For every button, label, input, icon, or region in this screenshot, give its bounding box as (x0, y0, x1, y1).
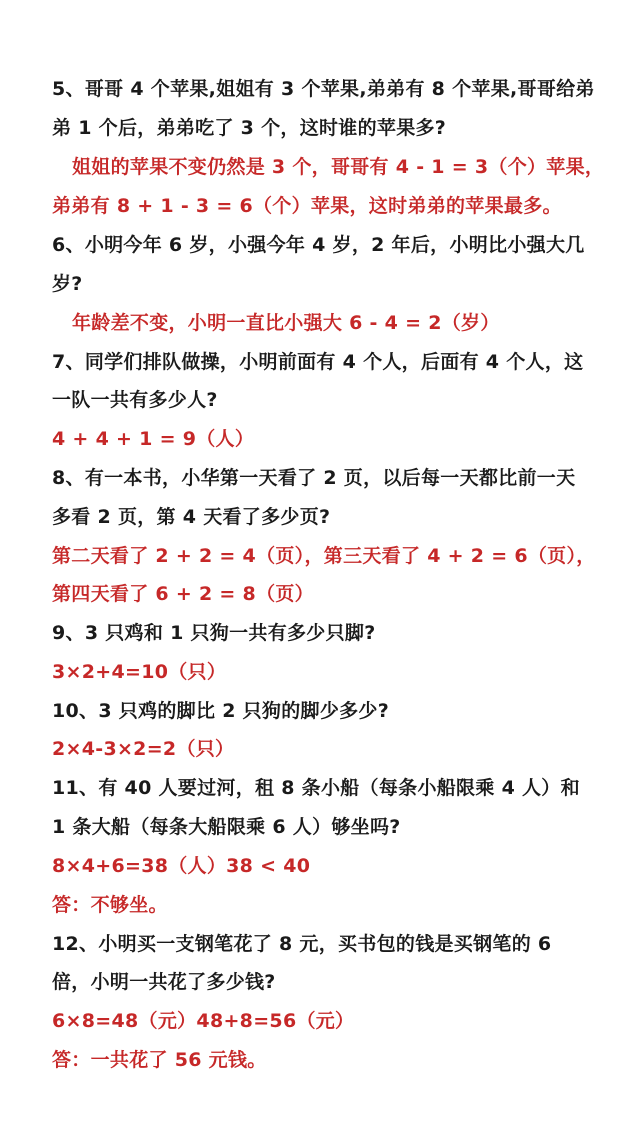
question-11-line-2: 1 条大船（每条大船限乘 6 人）够坐吗? (52, 816, 401, 838)
question-12-line-2: 倍，小明一共花了多少钱? (52, 971, 276, 993)
answer-7: 4 + 4 + 1 = 9（人） (52, 428, 255, 450)
question-5-line-2: 弟 1 个后，弟弟吃了 3 个，这时谁的苹果多? (52, 117, 447, 139)
answer-10: 2×4-3×2=2（只） (52, 738, 235, 760)
question-7-line-2: 一队一共有多少人? (52, 389, 218, 411)
answer-5-line-2: 弟弟有 8 + 1 - 3 = 6（个）苹果，这时弟弟的苹果最多。 (52, 195, 562, 217)
question-10: 10、3 只鸡的脚比 2 只狗的脚少多少? (52, 700, 390, 722)
answer-11-line-2: 答：不够坐。 (52, 894, 168, 916)
question-8-line-1: 8、有一本书，小华第一天看了 2 页，以后每一天都比前一天 (52, 467, 576, 489)
question-5-line-1: 5、哥哥 4 个苹果,姐姐有 3 个苹果,弟弟有 8 个苹果,哥哥给弟 (52, 78, 595, 100)
answer-9: 3×2+4=10（只） (52, 661, 227, 683)
answer-5-line-1: 姐姐的苹果不变仍然是 3 个，哥哥有 4 - 1 = 3（个）苹果， (72, 156, 605, 178)
question-12-line-1: 12、小明买一支钢笔花了 8 元，买书包的钱是买钢笔的 6 (52, 933, 552, 955)
answer-8-line-1: 第二天看了 2 + 2 = 4（页），第三天看了 4 + 2 = 6（页）， (52, 545, 596, 567)
question-6-line-1: 6、小明今年 6 岁，小强今年 4 岁，2 年后，小明比小强大几 (52, 234, 585, 256)
answer-6: 年龄差不变，小明一直比小强大 6 - 4 = 2（岁） (72, 312, 500, 334)
question-11-line-1: 11、有 40 人要过河，租 8 条小船（每条小船限乘 4 人）和 (52, 777, 580, 799)
question-8-line-2: 多看 2 页，第 4 天看了多少页? (52, 506, 331, 528)
answer-12-line-1: 6×8=48（元）48+8=56（元） (52, 1010, 355, 1032)
answer-8-line-2: 第四天看了 6 + 2 = 8（页） (52, 583, 314, 605)
answer-12-line-2: 答：一共花了 56 元钱。 (52, 1049, 267, 1071)
question-7-line-1: 7、同学们排队做操，小明前面有 4 个人，后面有 4 个人，这 (52, 351, 584, 373)
question-6-line-2: 岁? (52, 273, 83, 295)
question-9: 9、3 只鸡和 1 只狗一共有多少只脚? (52, 622, 376, 644)
answer-11-line-1: 8×4+6=38（人）38 < 40 (52, 855, 311, 877)
